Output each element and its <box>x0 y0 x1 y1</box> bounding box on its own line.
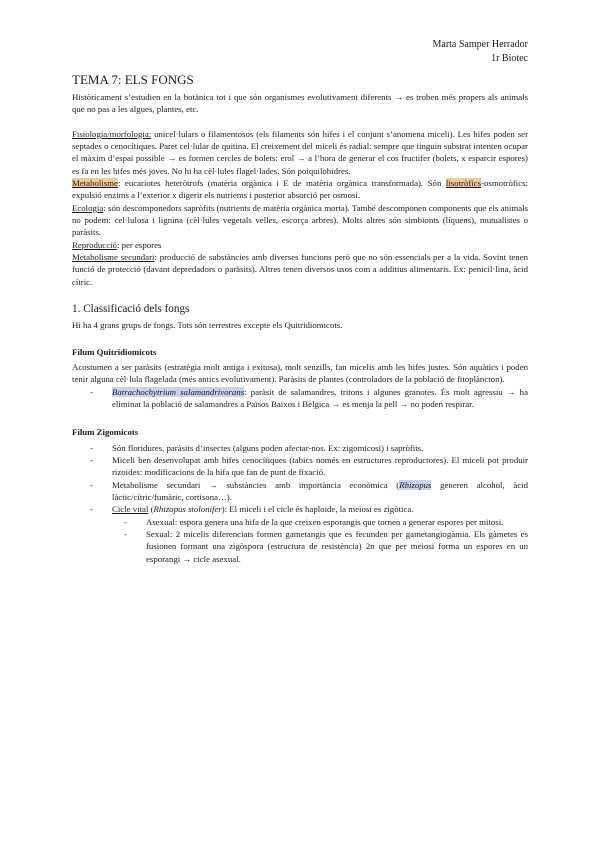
species-highlight: Batrachochytrium salamandrivorans <box>112 386 245 397</box>
section-title: 1. Classificació dels fongs <box>72 303 190 316</box>
metabolisme-text-1: : eucariotes heteròtrofs (matèria orgànica i E de matèria orgànica transformada). Són <box>117 178 446 189</box>
list-item <box>102 479 528 504</box>
metabolisme-paragraph <box>72 177 528 202</box>
ecologia-paragraph <box>72 202 528 239</box>
zigomicots-heading: Fílum Zigomicots <box>72 427 139 438</box>
reproduccio-text: : per espores <box>116 239 162 250</box>
metabolisme-text-2: -osmotròfics: expulsió enzims a l’exterior x digerir els nutrients i posterior absorció per osmosi. <box>72 178 528 201</box>
document-body <box>72 72 528 565</box>
metabolisme-secundari-label: Metabolisme secundari <box>72 252 155 263</box>
reproduccio-label: Reproducció <box>72 239 117 250</box>
zigomicots-list <box>72 442 528 565</box>
rhizopus-highlight: Rhizopus <box>399 479 432 490</box>
species-text: : paràsit de salamandres, tritons i algunes granotes. És molt agressiu → ha eliminat la població de salamandres a Països Baixos i Bèlgica → es menja la pell → no poden respirar. <box>112 386 528 409</box>
quitridiomicots-paragraph: Acostumen a ser paràsits (estratègia molt antiga i exitosa), molt senzills, fan micelis amb les hifes justes. Són aquàtics i poden tenir alguna cèl·lula flagelada (més antics evolutivament). Paràsits de plantes (controladors de la població de fitoplàncton). <box>72 361 528 385</box>
course-name: 1r Biotec <box>491 53 528 64</box>
cicle-vital-text: ): El miceli i el cicle és haploide, la meiosi es zigòtica. <box>221 504 414 515</box>
metabolisme-label: Metabolisme <box>72 178 118 189</box>
lisotrofics-highlight: lisotròfics <box>445 178 482 189</box>
section-intro: Hi ha 4 grans grups de fongs. Tots són terrestres excepte els Quitridiomicots. <box>72 320 343 331</box>
cicle-vital-paren: ( <box>148 504 154 515</box>
metabolisme-secundari-bullet-b: generen alcohol, àcid làctic/cítric/fumàric, cortisona…). <box>112 479 528 502</box>
fisiologia-text: unicel·lulars o filamentosos (els filaments són hifes i el conjunt s’anomena miceli). Les hifes poden ser septades o cenocítiques. Paret cel·lular de quitina. El creixement del miceli és radial: sempre que tinguin substrat intenten ocupar el màxim d’espai possible → es formen cercles de bolets: erol → a l’hora de generar el cos fructifer (bolets, x esparcir espores) es fa en les hifes més joves. No hi ha cèl·lules flagel·lades. Són poiquilohidres. <box>72 128 528 176</box>
sub-list-item: - Asexual: espora genera una hifa de la que creixen esporangis que tornen a generar espores per mitosi. <box>132 516 528 528</box>
cicle-vital-sublist <box>112 516 528 565</box>
page-title: TEMA 7: ELS FONGS <box>72 72 194 87</box>
rhizopus-stolonifer: Rhizopus stolonifer <box>153 504 222 515</box>
reproduccio-paragraph <box>72 239 528 251</box>
ecologia-text: : són descomponedors sapròfits (nutrients de matèria orgànica morta). També descomponen components que els animals no podem: cel·lulosa i lignina (cèl·lules vegetals velles, escorça arbres). Molts altres són simbionts (líquens), mutualistes o paràsits. <box>72 202 528 238</box>
fisiologia-paragraph <box>72 128 528 177</box>
ecologia-label: Ecologia <box>72 202 104 213</box>
list-item: - Són floridures, paràsits d’insectes (alguns poden afectar-nos. Ex: zigomicosi) i sapròfits. <box>102 442 528 454</box>
metabolisme-secundari-bullet-a: Metabolisme secundari → substàncies amb importància econòmica ( <box>112 479 400 490</box>
intro-paragraph: Històricament s’estudien en la botànica tot i que són organismes evolutivament diferents → es troben més propers als animals que no pas a les algues, plantes, etc. <box>72 92 528 115</box>
page-header <box>432 38 528 66</box>
list-item: - Miceli ben desenvolupat amb hifes cenocítiques (tabics només en estructures reproductores). El miceli pot produir rizoides: modificacions de la hifa que fan de punt de fixació. <box>102 454 528 479</box>
quitridiomicots-list <box>72 386 528 411</box>
list-item <box>102 386 528 411</box>
list-item <box>102 503 528 565</box>
metabolisme-secundari-paragraph <box>72 251 528 288</box>
fisiologia-label: Fisiologia/morfologia: <box>72 128 152 139</box>
cicle-vital-label: Cicle vital <box>112 504 149 515</box>
author-name: Marta Samper Herrador <box>432 39 528 50</box>
quitridiomicots-heading: Fílum Quitridiomicots <box>72 346 157 357</box>
metabolisme-secundari-text: : producció de substàncies amb diverses funcions però que no són essencials per a la vida. Sovint tenen funció de protecció (davant depredadors o paràsits). Altres tenen diversos usos com a additius alimentaris. Ex: penicil·lina, àcid cítric. <box>72 252 528 287</box>
sub-list-item: - Sexual: 2 micelis diferenciats formen gametangis que es fecunden per gametangiogàmia. Els gàmetes es fusionen formant una zigòspora (estructura de resistència) 2n que per meiosi forma un espores en un esporangi → cicle asexual. <box>132 528 528 565</box>
